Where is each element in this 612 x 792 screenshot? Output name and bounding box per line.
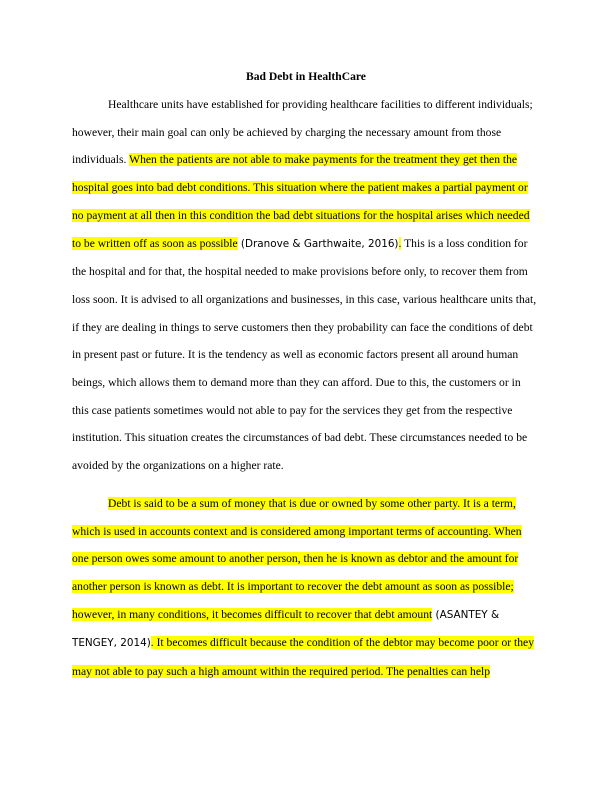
highlighted-text: . It becomes difficult because the condition of the debtor may become poor or they may not able to pay such a high amount within the required period. The penalties can help bbox=[72, 636, 534, 679]
document-title: Bad Debt in HealthCare bbox=[246, 70, 366, 83]
highlighted-text: When the patients are not able to make payments for the treatment they get then the hospital goes into bad debt conditions. This situation where the patient makes a partial payment or no payment at all then in this condition the bad debt situations for the hospital arises which needed to be written off as soon as possible bbox=[72, 153, 530, 250]
citation: (Dranove & Garthwaite, 2016) bbox=[237, 237, 399, 250]
highlighted-text: Debt is said to be a sum of money that is due or owned by some other party. It is a term, which is used in accounts context and is considered among important terms of accounting. When one person owes some amount to another person, then he is known as debtor and the amount for another person is known as debt. It is important to recover the debt amount as soon as possible; however, in many conditions, it becomes difficult to recover that debt amount bbox=[72, 496, 522, 621]
paragraph-text: Healthcare units have established for providing healthcare facilities to different individuals; however, their main goal can only be achieved by charging the necessary amount from those individuals. bbox=[72, 98, 533, 167]
highlighted-text: . bbox=[398, 236, 402, 250]
paragraph-bad-debt-intro bbox=[72, 91, 540, 480]
paragraph-debt-definition bbox=[72, 490, 540, 686]
citation: (ASANTEY & TENGEY, 2014) bbox=[72, 608, 500, 650]
paragraph-text: This is a loss condition for the hospital and for that, the hospital needed to make provisions before only, to recover them from loss soon. It is advised to all organizations and businesses, in this case, various healthcare units that, if they are dealing in things to serve customers then they probability can face the conditions of debt in present past or future. It is the tendency as well as economic factors present all around human beings, which allows them to demand more than they can afford. Due to this, the customers or in this case patients sometimes would not able to pay for the services they get from the respective institution. This situation creates the circumstances of bad debt. These circumstances needed to be avoided by the organizations on a higher rate. bbox=[72, 236, 537, 473]
document-body bbox=[72, 91, 540, 686]
